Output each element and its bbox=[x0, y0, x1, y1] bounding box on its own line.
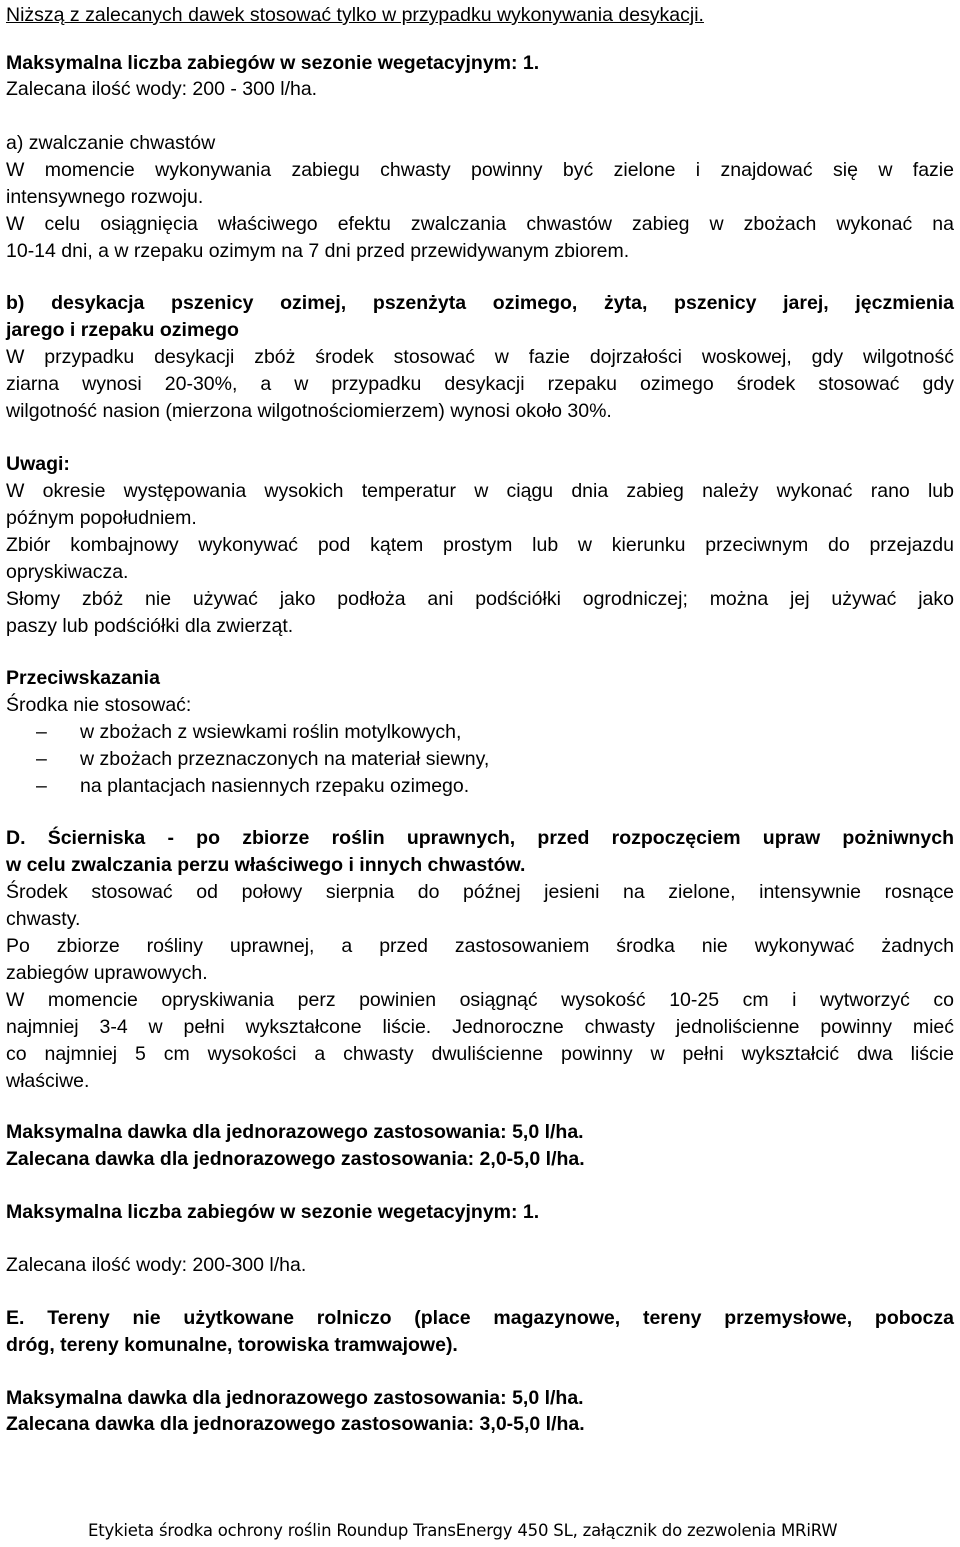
section-d-heading: D. Ścierniska - po zbiorze roślin uprawnych, przed rozpoczęciem upraw pożniwnych bbox=[6, 827, 954, 849]
do-not-use-label: Środka nie stosować: bbox=[6, 694, 192, 716]
text-line: W momencie opryskiwania perz powinien osiągnąć wysokość 10-25 cm i wytworzyć co bbox=[6, 989, 954, 1011]
text-line: Po zbiorze rośliny uprawnej, a przed zastosowaniem środka nie wykonywać żadnych bbox=[6, 935, 954, 957]
list-item: w zbożach z wsiewkami roślin motylkowych, bbox=[80, 721, 462, 743]
dash-bullet: – bbox=[36, 748, 47, 770]
water-amount-line: Zalecana ilość wody: 200 - 300 l/ha. bbox=[6, 78, 318, 100]
text-line: W przypadku desykacji zbóż środek stosować w fazie dojrzałości woskowej, gdy wilgotność bbox=[6, 346, 954, 368]
text-line: późnym popołudniem. bbox=[6, 507, 197, 529]
section-e-heading: E. Tereny nie użytkowane rolniczo (place magazynowe, tereny przemysłowe, pobocza bbox=[6, 1307, 954, 1329]
text-line: wilgotność nasion (mierzona wilgotnościomierzem) wynosi około 30%. bbox=[6, 400, 612, 422]
desiccation-dose-note: Niższą z zalecanych dawek stosować tylko w przypadku wykonywania desykacji. bbox=[6, 4, 704, 26]
text-line: Środek stosować od połowy sierpnia do późnej jesieni na zielone, intensywnie rosnące bbox=[6, 881, 954, 903]
text-line: najmniej 3-4 w pełni wykształcone liście. Jednoroczne chwasty jednoliścienne powinny mieć bbox=[6, 1016, 954, 1038]
list-item: w zbożach przeznaczonych na materiał siewny, bbox=[80, 748, 490, 770]
dash-bullet: – bbox=[36, 775, 47, 797]
water-amount-line: Zalecana ilość wody: 200-300 l/ha. bbox=[6, 1254, 307, 1276]
page-footer: Etykieta środka ochrony roślin Roundup TransEnergy 450 SL, załącznik do zezwolenia MRiRW bbox=[88, 1521, 838, 1540]
dash-bullet: – bbox=[36, 721, 47, 743]
section-e-heading-cont: dróg, tereny komunalne, torowiska tramwajowe). bbox=[6, 1334, 458, 1356]
remarks-heading: Uwagi: bbox=[6, 453, 70, 475]
text-line: Zbiór kombajnowy wykonywać pod kątem prostym lub w kierunku przeciwnym do przejazdu bbox=[6, 534, 954, 556]
max-dose-line: Maksymalna dawka dla jednorazowego zastosowania: 5,0 l/ha. bbox=[6, 1387, 584, 1409]
text-line: ziarna wynosi 20-30%, a w przypadku desykacji rzepaku ozimego środek stosować gdy bbox=[6, 373, 954, 395]
recommended-dose-line: Zalecana dawka dla jednorazowego zastosowania: 2,0-5,0 l/ha. bbox=[6, 1148, 585, 1170]
max-dose-line: Maksymalna dawka dla jednorazowego zastosowania: 5,0 l/ha. bbox=[6, 1121, 584, 1143]
section-a-heading: a) zwalczanie chwastów bbox=[6, 132, 216, 154]
text-line: opryskiwacza. bbox=[6, 561, 129, 583]
section-d-heading-cont: w celu zwalczania perzu właściwego i innych chwastów. bbox=[6, 854, 526, 876]
text-line: 10-14 dni, a w rzepaku ozimym na 7 dni przed przewidywanym zbiorem. bbox=[6, 240, 630, 262]
section-b-heading-cont: jarego i rzepaku ozimego bbox=[6, 319, 239, 341]
text-line: co najmniej 5 cm wysokości a chwasty dwuliścienne powinny w pełni wykształcić dwa liście bbox=[6, 1043, 954, 1065]
text-line: W momencie wykonywania zabiegu chwasty powinny być zielone i znajdować się w fazie bbox=[6, 159, 954, 181]
max-treatments-line: Maksymalna liczba zabiegów w sezonie wegetacyjnym: 1. bbox=[6, 1201, 540, 1223]
contraindications-heading: Przeciwskazania bbox=[6, 667, 160, 689]
text-line: paszy lub podściółki dla zwierząt. bbox=[6, 615, 294, 637]
section-b-heading: b) desykacja pszenicy ozimej, pszenżyta ozimego, żyta, pszenicy jarej, jęczmienia bbox=[6, 292, 954, 314]
text-line: W celu osiągnięcia właściwego efektu zwalczania chwastów zabieg w zbożach wykonać na bbox=[6, 213, 954, 235]
recommended-dose-line: Zalecana dawka dla jednorazowego zastosowania: 3,0-5,0 l/ha. bbox=[6, 1413, 585, 1435]
text-line: zabiegów uprawowych. bbox=[6, 962, 208, 984]
text-line: właściwe. bbox=[6, 1070, 90, 1092]
text-line: W okresie występowania wysokich temperatur w ciągu dnia zabieg należy wykonać rano lub bbox=[6, 480, 954, 502]
max-treatments-line: Maksymalna liczba zabiegów w sezonie wegetacyjnym: 1. bbox=[6, 52, 540, 74]
text-line: Słomy zbóż nie używać jako podłoża ani podściółki ogrodniczej; można jej używać jako bbox=[6, 588, 954, 610]
list-item: na plantacjach nasiennych rzepaku ozimego. bbox=[80, 775, 470, 797]
text-line: chwasty. bbox=[6, 908, 81, 930]
text-line: intensywnego rozwoju. bbox=[6, 186, 204, 208]
